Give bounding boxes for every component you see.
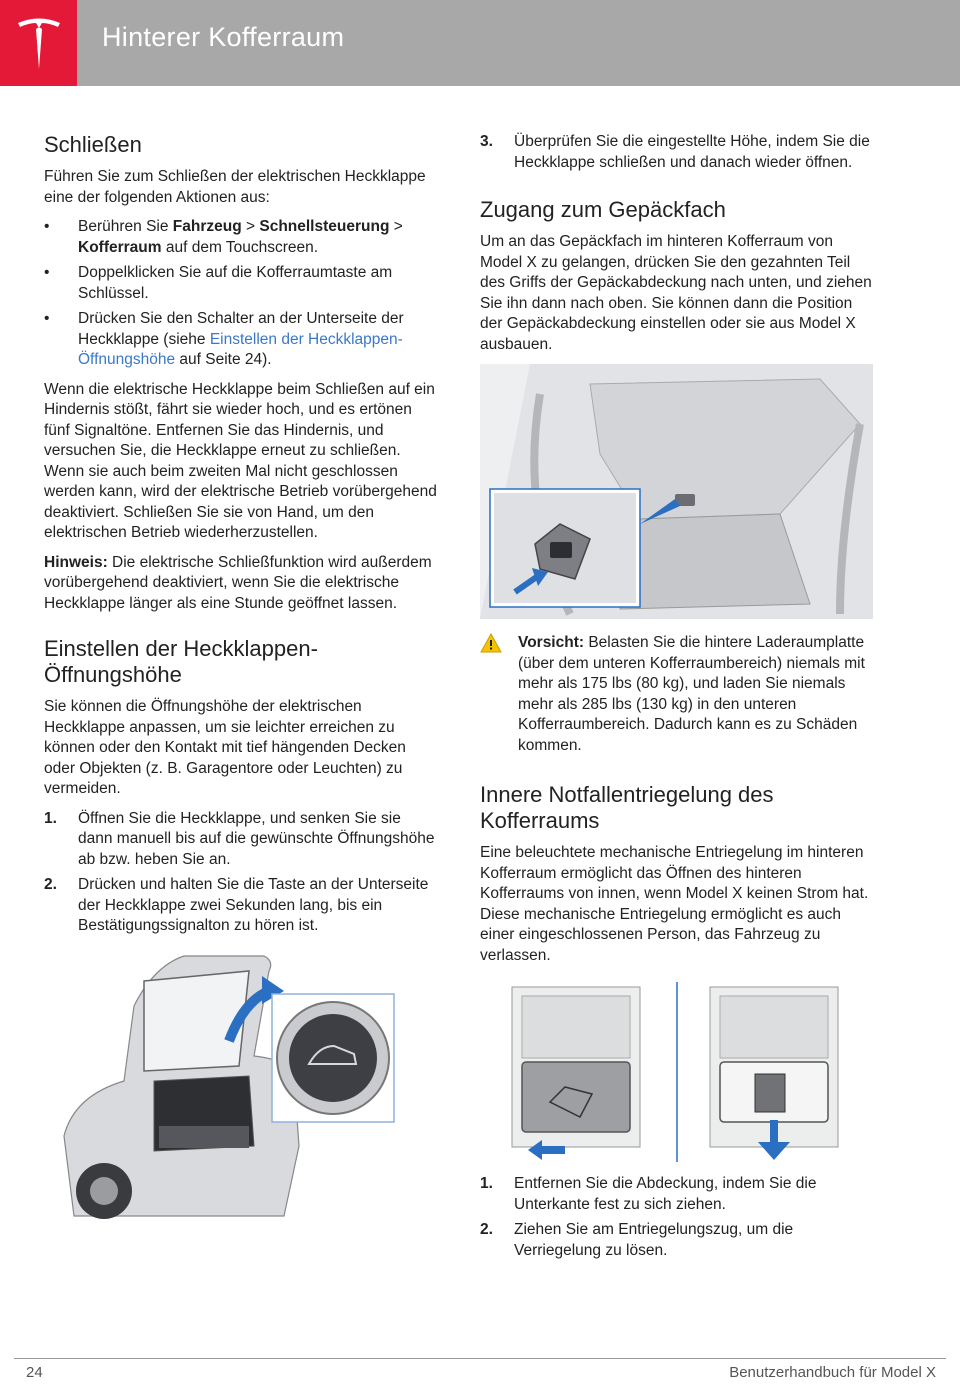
warning-icon <box>480 633 502 653</box>
footer-divider <box>14 1358 946 1359</box>
section-title-emergency-release: Innere Notfallentriegelung des Kofferraums <box>480 782 774 833</box>
list-item: 3. Überprüfen Sie die eingestellte Höhe, indem Sie die Heckklappe schließen und danach wieder öffnen. <box>480 133 870 171</box>
page-header <box>0 0 960 86</box>
link-liftgate-height[interactable]: Einstellen der Heckklappen-Öffnungshöhe <box>78 330 403 368</box>
height-steps-list <box>44 809 439 937</box>
tesla-logo-icon <box>14 15 64 71</box>
section-title-height: Einstellen der Heckklappen-Öffnungshöhe <box>44 636 318 687</box>
obstacle-paragraph: Wenn die elektrische Heckklappe beim Schließen auf ein Hindernis stößt, fährt sie wieder hoch, und es ertönen fünf Signaltöne. Entfernen Sie das Hindernis, und versuchen Sie, die Heckklappe erneut zu schließen. Wenn sie auch beim zweiten Mal nicht geschlossen werden kann, wird der elektrische Betrieb vorübergehend deaktiviert. Schließen Sie sie von Hand, um den elektrischen Betrieb wiederherzustellen. <box>44 380 437 541</box>
height-intro: Sie können die Öffnungshöhe der elektrischen Heckklappe anpassen, um sie leichter erreichen zu können oder den Kontakt mit tief hängenden Decken oder Objekten (z. B. Garagentore oder Leuchten) zu vermeiden. <box>44 698 406 797</box>
caution-notice: Vorsicht: Belasten Sie die hintere Laderaumplatte (über dem unteren Kofferraumbereich) niemals mit mehr als 175 lbs (80 kg), und laden Sie niemals mehr als 285 lbs (130 kg) in den unteren Kofferraumbereich. Dadurch kann es zu Schäden kommen. <box>480 633 875 756</box>
list-item: 2. Ziehen Sie am Entriegelungszug, um die Verriegelung zu lösen. <box>480 1221 794 1259</box>
footer-manual-title: Benutzerhandbuch für Model X <box>729 1364 936 1381</box>
closing-intro: Führen Sie zum Schließen der elektrischen Heckklappe eine der folgenden Aktionen aus: <box>44 168 426 206</box>
section-title-schliessen: Schließen <box>44 132 142 157</box>
list-item: 1. Öffnen Sie die Heckklappe, und senken Sie sie dann manuell bis auf die gewünschte Öffnungshöhe ab bzw. heben Sie an. <box>44 809 435 868</box>
section-title-storage: Zugang zum Gepäckfach <box>480 197 726 222</box>
height-steps-continued <box>480 132 875 173</box>
list-item: 2. Drücken und halten Sie die Taste an der Unterseite der Heckklappe zwei Sekunden lang, bis ein Bestätigungssignalton zu hören ist. <box>44 876 429 934</box>
list-item: • Drücken Sie den Schalter an der Unterseite der Heckklappe (siehe Einstellen der Heckklappen-Öffnungshöhe auf Seite 24). <box>44 309 439 371</box>
page-title: Hinterer Kofferraum <box>102 22 345 52</box>
storage-text: Um an das Gepäckfach im hinteren Kofferraum von Model X zu gelangen, drücken Sie den gezahnten Teil des Griffs der Gepäckabdeckung nach unten, und ziehen Sie ihn dann nach oben. Sie können dann die Position der Gepäckabdeckung einstellen oder sie aus Model X ausbauen. <box>480 233 872 353</box>
emergency-release-illustration <box>480 982 873 1162</box>
list-item: • Doppelklicken Sie auf die Kofferraumtaste am Schlüssel. <box>44 263 439 304</box>
page-number: 24 <box>26 1364 43 1381</box>
left-column <box>44 132 439 1233</box>
liftgate-button-illustration <box>34 946 429 1221</box>
cargo-compartment-illustration <box>480 364 873 619</box>
right-column <box>480 132 875 1270</box>
note-paragraph: Hinweis: Die elektrische Schließfunktion wird außerdem vorübergehend deaktiviert, wenn Sie die elektrische Heckklappe länger als eine Stunde geöffnet lassen. <box>44 553 432 612</box>
brand-logo <box>0 0 77 86</box>
emergency-release-text: Eine beleuchtete mechanische Entriegelung im hinteren Kofferraum ermöglicht das Öffnen des hinteren Kofferraums von innen, wenn Model X keinen Strom hat. Diese mechanische Entriegelung ermöglicht es auch einer eingeschlossenen Person, das Fahrzeug zu verlassen. <box>480 844 869 964</box>
closing-options-list <box>44 217 439 371</box>
release-steps-list <box>480 1174 875 1261</box>
list-item: • Berühren Sie Fahrzeug > Schnellsteuerung > Kofferraum auf dem Touchscreen. <box>44 217 439 258</box>
list-item: 1. Entfernen Sie die Abdeckung, indem Sie die Unterkante fest zu sich ziehen. <box>480 1175 817 1213</box>
